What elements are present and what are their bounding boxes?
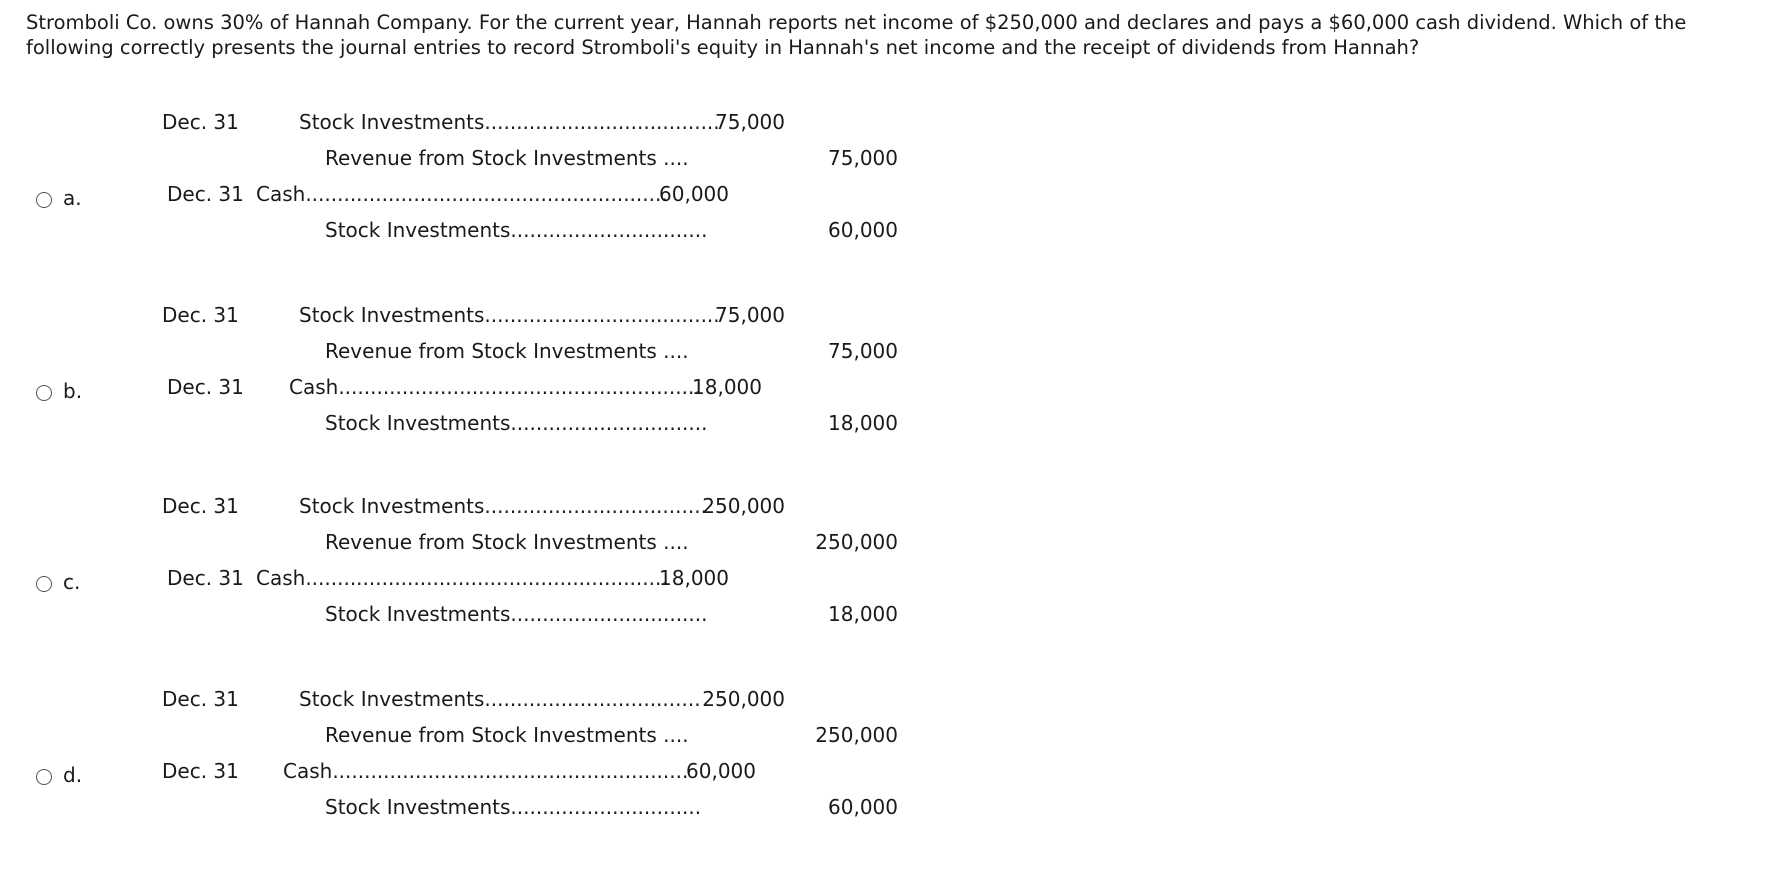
- entry-date: Dec. 31: [162, 494, 239, 518]
- option-letter: b.: [63, 379, 83, 403]
- credit-amount: 60,000: [828, 795, 898, 819]
- credit-amount: 75,000: [828, 339, 898, 363]
- account-name: Cash.........................................................: [289, 375, 701, 399]
- account-name: Revenue from Stock Investments ....: [325, 530, 689, 554]
- entry-date: Dec. 31: [167, 375, 244, 399]
- account-name: Stock Investments...................................: [299, 494, 707, 518]
- credit-amount: 18,000: [828, 602, 898, 626]
- debit-amount: 18,000: [692, 375, 762, 399]
- account-name: Stock Investments..............................: [325, 795, 702, 819]
- credit-amount: 250,000: [815, 530, 898, 554]
- answer-option-d[interactable]: [0, 687, 1000, 847]
- answer-option-c[interactable]: [0, 494, 1000, 654]
- account-name: Cash.........................................................: [256, 566, 668, 590]
- account-name: Revenue from Stock Investments ....: [325, 146, 689, 170]
- entry-date: Dec. 31: [162, 687, 239, 711]
- debit-amount: 60,000: [686, 759, 756, 783]
- entry-date: Dec. 31: [167, 566, 244, 590]
- account-name: Stock Investments...............................: [325, 218, 708, 242]
- question-text: Stromboli Co. owns 30% of Hannah Company. For the current year, Hannah reports net income of $250,000 and declares and pays a $60,000 cash dividend. Which of the following correctly presents the journal entries to record Stromboli's equity in Hannah's net income and the receipt of dividends from Hannah?: [26, 11, 1687, 59]
- account-name: Stock Investments.....................................: [299, 110, 720, 134]
- entry-date: Dec. 31: [162, 110, 239, 134]
- option-letter: d.: [63, 763, 83, 787]
- answer-option-b[interactable]: [0, 303, 1000, 463]
- account-name: Revenue from Stock Investments ....: [325, 723, 689, 747]
- radio-button-d[interactable]: [36, 769, 52, 785]
- account-name: Stock Investments..................................: [299, 687, 701, 711]
- debit-amount: 250,000: [702, 494, 785, 518]
- debit-amount: 75,000: [715, 303, 785, 327]
- credit-amount: 60,000: [828, 218, 898, 242]
- account-name: Revenue from Stock Investments ....: [325, 339, 689, 363]
- radio-button-c[interactable]: [36, 576, 52, 592]
- credit-amount: 18,000: [828, 411, 898, 435]
- debit-amount: 18,000: [659, 566, 729, 590]
- radio-button-b[interactable]: [36, 385, 52, 401]
- account-name: Stock Investments...............................: [325, 602, 708, 626]
- entry-date: Dec. 31: [162, 303, 239, 327]
- account-name: Stock Investments...............................: [325, 411, 708, 435]
- option-letter: a.: [63, 186, 82, 210]
- answer-option-a[interactable]: [0, 110, 1000, 270]
- account-name: Stock Investments.....................................: [299, 303, 720, 327]
- credit-amount: 75,000: [828, 146, 898, 170]
- entry-date: Dec. 31: [162, 759, 239, 783]
- debit-amount: 250,000: [702, 687, 785, 711]
- radio-button-a[interactable]: [36, 192, 52, 208]
- option-letter: c.: [63, 570, 81, 594]
- entry-date: Dec. 31: [167, 182, 244, 206]
- credit-amount: 250,000: [815, 723, 898, 747]
- debit-amount: 60,000: [659, 182, 729, 206]
- account-name: Cash........................................................: [283, 759, 689, 783]
- account-name: Cash.........................................................: [256, 182, 668, 206]
- debit-amount: 75,000: [715, 110, 785, 134]
